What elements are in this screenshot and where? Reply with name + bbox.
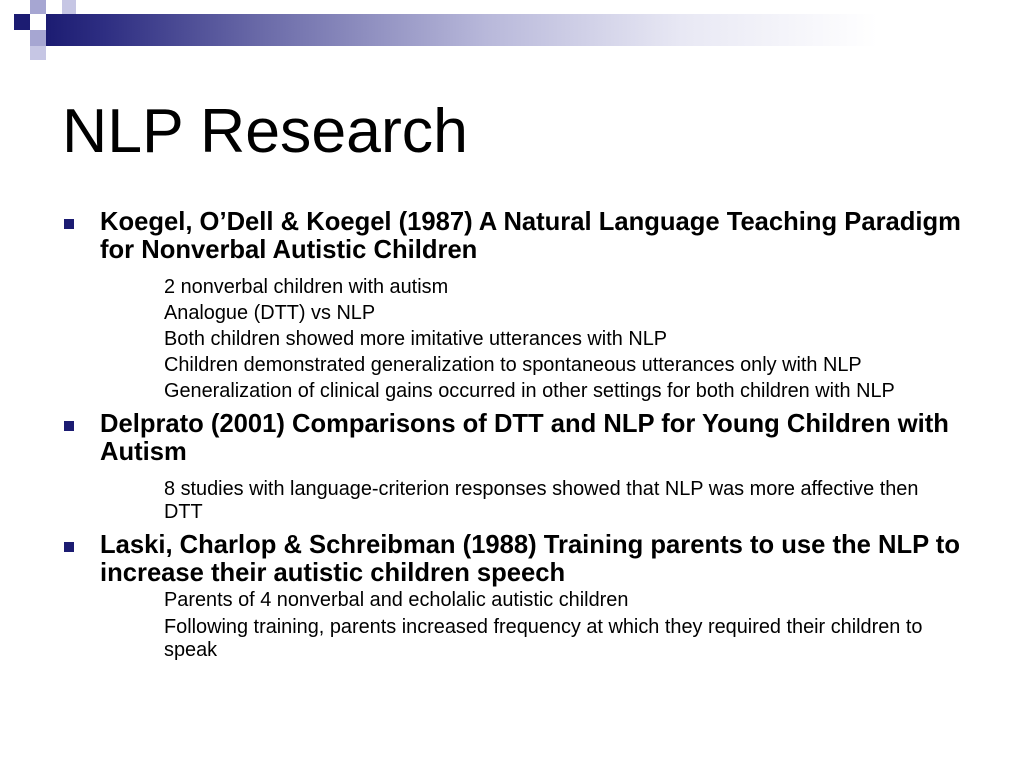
square-bullet-icon <box>64 421 74 431</box>
decoration-square <box>30 0 46 14</box>
decoration-square <box>30 30 46 46</box>
sub-item: Both children showed more imitative utterances with NLP <box>164 328 668 350</box>
sub-item: Children demonstrated generalization to spontaneous utterances only with NLP <box>164 354 862 376</box>
bullet-item <box>100 531 985 587</box>
square-bullet-icon <box>64 219 74 229</box>
decoration-square <box>14 14 30 30</box>
sub-item: 2 nonverbal children with autism <box>164 276 449 298</box>
sub-item: 8 studies with language-criterion responses showed that NLP was more affective then DTT <box>164 478 919 523</box>
sub-item: Following training, parents increased frequency at which they required their children to speak <box>164 616 923 661</box>
slide-title: NLP Research <box>62 96 468 166</box>
decoration-square <box>62 0 76 14</box>
bullet-text: Koegel, O’Dell & Koegel (1987) A Natural Language Teaching Paradigm for Nonverbal Autistic Children <box>100 208 961 264</box>
bullet-item <box>100 410 985 466</box>
sub-item: Parents of 4 nonverbal and echolalic autistic children <box>164 589 629 611</box>
sub-item: Generalization of clinical gains occurred in other settings for both children with NLP <box>164 380 895 402</box>
header-gradient-bar <box>46 14 1024 46</box>
sub-item: Analogue (DTT) vs NLP <box>164 302 376 324</box>
bullet-text: Laski, Charlop & Schreibman (1988) Training parents to use the NLP to increase their autistic children speech <box>100 531 960 587</box>
bullet-item <box>100 208 985 264</box>
decoration-square <box>30 46 46 60</box>
bullet-text: Delprato (2001) Comparisons of DTT and NLP for Young Children with Autism <box>100 410 949 466</box>
square-bullet-icon <box>64 542 74 552</box>
